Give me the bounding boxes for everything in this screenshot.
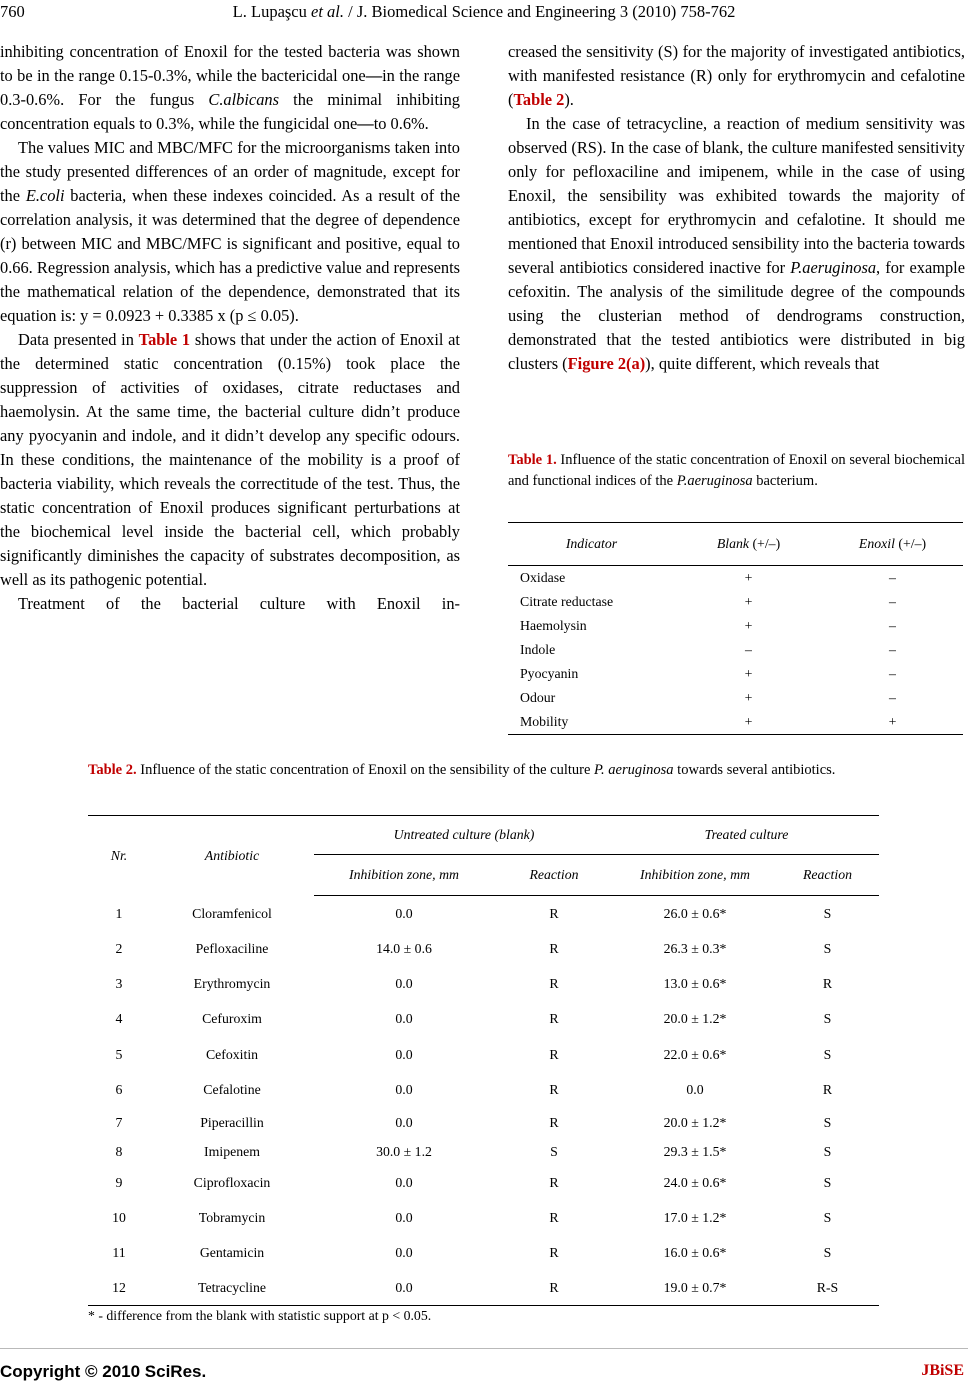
caption-label: Table 1. <box>508 452 557 468</box>
caption-text: Influence of the static concentration of Enoxil on several biochemical and functional indices of the <box>508 452 965 489</box>
cell-blank-zone: 0.0 <box>395 1175 413 1190</box>
table-row <box>88 896 879 932</box>
text-run: The values MIC and MBC/MFC for the microorganisms taken into the study presented differences of an order of magnitude, except for the <box>0 138 460 205</box>
cell-enoxil: – <box>889 690 896 705</box>
cell-blank-reaction: R <box>549 1175 559 1190</box>
header-text: Inhibition zone <box>349 867 433 882</box>
running-header <box>0 0 968 24</box>
paragraph <box>0 40 460 136</box>
cell-blank: + <box>744 714 753 729</box>
cell-nr: 7 <box>115 1115 123 1130</box>
left-column <box>0 40 460 616</box>
table-row <box>508 710 963 735</box>
table-1 <box>508 522 963 735</box>
text-run: In the case of tetracycline, a reaction of medium sensitivity was observed (RS). In the case of blank, the culture manifested sensitivity only for pefloxaciline and imipenem, while in the case of using Enoxil, the sensibility was exhibited towards the majority of antibiotics, except for erythromycin and cefalotine. It should me mentioned that Enoxil introduced sensibility into the bacteria towards several antibiotics considered inactive for <box>508 114 966 277</box>
header-unit: (+/–) <box>749 536 781 551</box>
header-antibiotic: Antibiotic <box>204 847 260 863</box>
cell-treated-reaction: R <box>822 975 833 991</box>
cell-indicator: Citrate reductase <box>520 594 614 609</box>
caption-text: bacterium. <box>752 473 818 489</box>
page-number: 760 <box>0 2 25 21</box>
header-blank <box>675 523 822 566</box>
cell-indicator: Oxidase <box>520 570 566 585</box>
cell-nr: 11 <box>112 1245 126 1260</box>
running-head-authors: L. Lupaşcu <box>232 2 312 21</box>
caption-text: towards several antibiotics. <box>673 762 836 778</box>
table-row <box>88 932 879 966</box>
table-row <box>88 1139 879 1166</box>
header-text: blank <box>499 827 530 842</box>
running-head-etal: et al. <box>311 2 345 21</box>
cell-nr: 9 <box>115 1175 123 1190</box>
cell-blank: + <box>744 594 753 609</box>
cell-indicator: Indole <box>520 642 556 657</box>
cell-treated-zone: 26.3 ± 0.3* <box>663 940 727 956</box>
paragraph <box>508 40 965 112</box>
running-head-journal: / J. Biomedical Science and Engineering 3 (2010) 758-762 <box>344 2 736 21</box>
journal-name: JBiSE <box>921 1362 964 1379</box>
cell-treated-zone: 20.0 ± 1.2* <box>663 1011 727 1026</box>
cell-blank-reaction: R <box>549 905 559 921</box>
table-row <box>88 1108 879 1139</box>
text-run: in the range 0.3-0.6%. For the fungus <box>0 66 460 109</box>
cell-blank: + <box>744 618 753 633</box>
table-row <box>88 1271 879 1306</box>
cell-antibiotic: Erythromycin <box>193 975 271 991</box>
cell-blank-zone: 0.0 <box>395 1245 413 1260</box>
cell-blank-zone: 0.0 <box>395 975 413 991</box>
table-row <box>508 662 963 686</box>
cell-treated-reaction: R <box>822 1082 833 1097</box>
em-dash: — <box>357 114 374 133</box>
cell-treated-reaction: S <box>823 1046 832 1062</box>
cell-treated-zone: 22.0 ± 0.6* <box>663 1046 727 1062</box>
cell-blank-zone: 0.0 <box>395 1082 413 1097</box>
cell-enoxil: – <box>889 618 896 633</box>
cell-treated-reaction: S <box>823 1115 832 1130</box>
cell-indicator: Haemolysin <box>520 618 587 633</box>
cell-nr: 3 <box>115 975 123 991</box>
header-unit: (+/–) <box>894 536 927 551</box>
header-text: Untreated culture ( <box>393 827 500 842</box>
cell-blank-reaction: R <box>549 940 559 956</box>
cell-nr: 12 <box>112 1279 126 1295</box>
cell-blank: + <box>744 570 753 585</box>
header-text: Enoxil <box>858 536 895 551</box>
cell-treated-reaction: S <box>823 1210 832 1225</box>
cell-nr: 8 <box>115 1144 123 1159</box>
header-text: Inhibition zone <box>640 867 724 882</box>
cell-treated-zone: 29.3 ± 1.5* <box>663 1144 727 1159</box>
cell-treated-zone: 24.0 ± 0.6* <box>663 1175 727 1190</box>
cell-blank-reaction: R <box>549 975 559 991</box>
cell-indicator: Mobility <box>520 714 569 729</box>
header-nr: Nr. <box>110 847 128 863</box>
cell-blank-reaction: R <box>549 1011 559 1026</box>
caption-label: Table 2. <box>88 762 137 778</box>
header-text: Blank <box>716 536 750 551</box>
cell-treated-reaction: R-S <box>816 1279 839 1295</box>
table-row <box>508 566 963 591</box>
cell-treated-reaction: S <box>823 1175 832 1190</box>
cell-blank-zone: 0.0 <box>395 1279 413 1295</box>
cell-blank-zone: 0.0 <box>395 1046 413 1062</box>
species-name: P. aeruginosa <box>594 762 674 778</box>
cell-antibiotic: Piperacillin <box>200 1115 264 1130</box>
table-2-caption <box>88 760 884 781</box>
cell-enoxil: – <box>889 666 896 681</box>
cell-blank-reaction: R <box>549 1046 559 1062</box>
table-2 <box>88 815 879 1306</box>
species-name: E.coli <box>25 186 65 205</box>
cell-antibiotic: Tetracycline <box>198 1279 266 1295</box>
cell-blank-zone: 0.0 <box>395 1115 413 1130</box>
paragraph: Treatment of the bacterial culture with Enoxil in- <box>18 594 460 613</box>
cell-blank: + <box>744 690 753 705</box>
table-header-row <box>88 816 879 855</box>
table-row <box>508 638 963 662</box>
cell-treated-zone: 20.0 ± 1.2* <box>663 1115 727 1130</box>
table-2-link[interactable]: Table 2 <box>513 90 565 109</box>
cell-treated-zone: 19.0 ± 0.7* <box>663 1279 727 1295</box>
cell-antibiotic: Cefuroxim <box>202 1011 262 1026</box>
cell-blank-zone: 0.0 <box>395 1210 413 1225</box>
cell-blank: – <box>745 642 752 657</box>
text-run: , for example cefoxitin. The analysis of the similitude degree of the compounds using the clusterian method of dendrograms construction, demonstrated that the tested antibiotics were distributed in big clusters ( <box>508 258 965 373</box>
species-name: P.aeruginosa <box>676 473 753 489</box>
cell-enoxil: – <box>889 570 896 585</box>
header-blank-reaction: Reaction <box>494 855 614 896</box>
table-row <box>88 1002 879 1037</box>
cell-treated-reaction: S <box>823 1011 832 1026</box>
cell-antibiotic: Tobramycin <box>198 1210 266 1225</box>
cell-treated-zone: 26.0 ± 0.6* <box>663 905 727 921</box>
text-run: shows that under the action of Enoxil at the determined static concentration (0.15%) took place the suppression of activities of oxidases, citrate reductases and haemolysin. At the same time, the bacterial culture didn’t produce any pyocyanin and indole, and it didn’t develop any specific odours. In these conditions, the maintenance of the mobility is a proof of bacteria viability, which reveals the correctitude of the test. Thus, the static concentration of Enoxil produces significant perturbations at the biochemical level inside the bacterial cell, which probably significantly diminishes the capacity of substrates decomposition, as well as its pathogenic potential. <box>0 330 460 589</box>
cell-treated-reaction: S <box>823 940 832 956</box>
copyright: Copyright © 2010 SciRes. <box>0 1362 207 1381</box>
cell-antibiotic: Cloramfenicol <box>192 905 272 921</box>
cell-antibiotic: Pefloxaciline <box>195 940 269 956</box>
table-row <box>88 966 879 1002</box>
header-untreated <box>314 816 614 855</box>
table-2-body <box>88 896 879 1306</box>
cell-treated-zone: 0.0 <box>686 1082 704 1097</box>
cell-blank-reaction: R <box>549 1279 559 1295</box>
cell-nr: 10 <box>112 1210 126 1225</box>
cell-treated-zone: 17.0 ± 1.2* <box>663 1210 727 1225</box>
text-run: creased the sensitivity (S) for the majority of investigated antibiotics, with manifested resistance (R) only for erythromycin and cefalotine ( <box>508 42 965 109</box>
cell-nr: 1 <box>115 905 123 921</box>
table-row <box>508 590 963 614</box>
cell-antibiotic: Cefoxitin <box>205 1046 259 1062</box>
em-dash: — <box>365 66 383 85</box>
text-run: ). <box>564 90 574 109</box>
cell-blank-zone: 0.0 <box>395 1011 413 1026</box>
cell-blank-zone: 30.0 ± 1.2 <box>376 1144 432 1159</box>
cell-blank-zone: 0.0 <box>395 905 413 921</box>
cell-treated-reaction: S <box>823 1144 832 1159</box>
text-run: the minimal inhibiting concentration equals to 0.3%, while the fungicidal one <box>0 90 460 133</box>
text-run: Data presented in <box>18 330 139 349</box>
cell-blank-reaction: R <box>549 1082 559 1097</box>
paragraph <box>508 112 965 376</box>
header-treated: Treated culture <box>704 827 789 842</box>
table-row <box>508 614 963 638</box>
cell-treated-zone: 13.0 ± 0.6* <box>663 975 727 991</box>
paragraph <box>0 136 460 328</box>
text-run: ), quite different, which reveals that <box>645 354 880 373</box>
table-header-row <box>508 523 963 566</box>
table-1-body <box>508 566 963 735</box>
table-row <box>88 1201 879 1236</box>
right-column <box>508 40 965 376</box>
header-enoxil <box>822 523 963 566</box>
figure-2a-link[interactable]: Figure 2(a) <box>567 354 646 373</box>
text-run: inhibiting concentration of Enoxil for the tested bacteria was shown to be in the range 0.15-0.3%, while the bactericidal one <box>0 42 460 85</box>
footer-rule <box>0 1348 968 1349</box>
cell-enoxil: – <box>889 642 896 657</box>
species-name: C.albicans <box>208 90 279 109</box>
caption-text: Influence of the static concentration of Enoxil on the sensibility of the culture <box>136 762 595 778</box>
header-text: ) <box>529 827 535 842</box>
cell-blank-reaction: S <box>550 1144 558 1159</box>
species-name: P.aeruginosa <box>790 258 877 277</box>
table-2-footnote: * - difference from the blank with statistic support at p < 0.05. <box>88 1308 432 1323</box>
header-text: , mm <box>723 867 750 882</box>
cell-blank-reaction: R <box>549 1115 559 1130</box>
cell-treated-reaction: S <box>823 1245 832 1260</box>
cell-enoxil: + <box>888 714 897 729</box>
header-text: , mm <box>432 867 459 882</box>
cell-antibiotic: Ciprofloxacin <box>193 1175 271 1190</box>
table-row <box>88 1073 879 1108</box>
cell-nr: 5 <box>115 1046 123 1062</box>
cell-blank: + <box>744 666 753 681</box>
table-row <box>88 1037 879 1073</box>
cell-nr: 6 <box>115 1082 123 1097</box>
cell-antibiotic: Imipenem <box>204 1144 260 1159</box>
cell-antibiotic: Cefalotine <box>203 1082 261 1097</box>
cell-enoxil: – <box>889 594 896 609</box>
table-1-link[interactable]: Table 1 <box>138 330 191 349</box>
cell-indicator: Pyocyanin <box>520 666 579 681</box>
paragraph <box>0 328 460 592</box>
cell-nr: 4 <box>115 1011 123 1026</box>
header-blank-zone <box>314 855 494 896</box>
text-run: bacteria, when these indexes coincided. As a result of the correlation analysis, it was determined that the degree of dependence (r) between MIC and MBC/MFC is significant and positive, equal to 0.66. Regression analysis, which has a predictive value and represents the mathematical relation of the dependence, demonstrated that its equation is: y = 0.0923 + 0.3385 x (p ≤ 0.05). <box>0 186 460 325</box>
text-run: to 0.6%. <box>373 114 429 133</box>
cell-nr: 2 <box>115 940 123 956</box>
header-indicator: Indicator <box>508 523 675 566</box>
table-row <box>88 1236 879 1271</box>
table-row <box>508 686 963 710</box>
cell-antibiotic: Gentamicin <box>199 1245 265 1260</box>
cell-blank-reaction: R <box>549 1245 559 1260</box>
table-1-caption <box>508 450 965 492</box>
cell-treated-reaction: S <box>823 905 832 921</box>
running-head <box>0 2 968 22</box>
header-treated-reaction: Reaction <box>776 855 879 896</box>
table-row <box>88 1166 879 1201</box>
cell-blank-zone: 14.0 ± 0.6 <box>376 940 432 956</box>
cell-blank-reaction: R <box>549 1210 559 1225</box>
header-treated-zone <box>614 855 776 896</box>
cell-treated-zone: 16.0 ± 0.6* <box>663 1245 727 1260</box>
cell-indicator: Odour <box>520 690 556 705</box>
